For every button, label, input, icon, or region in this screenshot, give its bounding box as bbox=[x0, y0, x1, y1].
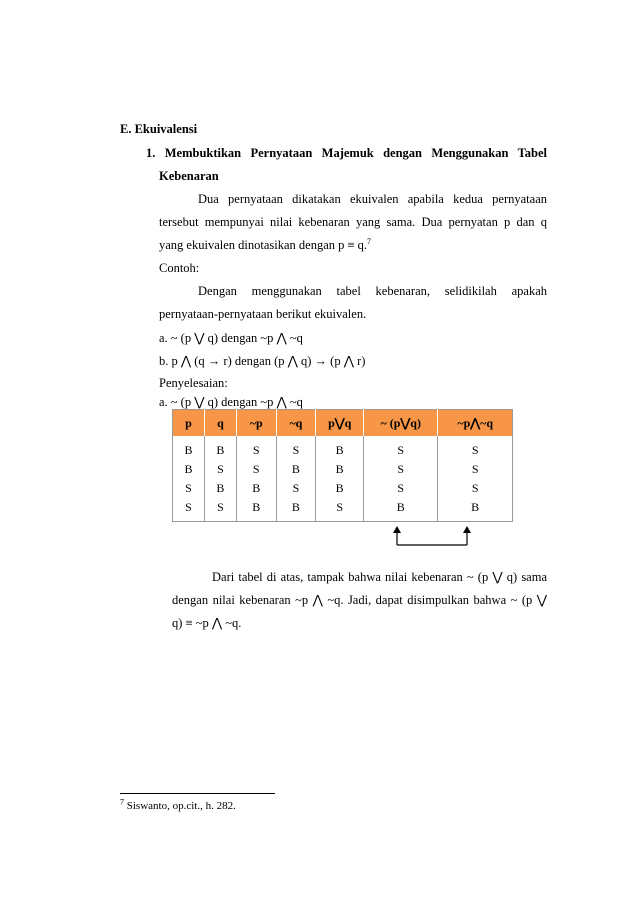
table-cell: S bbox=[471, 462, 479, 476]
table-cell: S bbox=[236, 460, 276, 479]
table-row bbox=[173, 460, 513, 479]
table-row bbox=[173, 436, 513, 460]
table-cell: S bbox=[471, 443, 479, 457]
header-not-q: ~q bbox=[276, 410, 316, 437]
table-cell: S bbox=[364, 436, 438, 460]
table-cell: S bbox=[364, 479, 438, 498]
para1-line-3 bbox=[159, 238, 371, 253]
header-p-or-q: p⋁q bbox=[316, 410, 364, 437]
table-cell: B bbox=[276, 460, 316, 479]
footnote-divider bbox=[120, 793, 275, 794]
table-cell: S bbox=[364, 460, 438, 479]
footnote-number: 7 bbox=[120, 797, 124, 807]
table-cell: S bbox=[204, 498, 236, 522]
table-cell: B bbox=[316, 479, 364, 498]
header-q: q bbox=[204, 410, 236, 437]
truth-table bbox=[172, 409, 513, 522]
subheading-line-1: 1. Membuktikan Pernyataan Majemuk dengan Menggunakan Tabel bbox=[146, 146, 547, 160]
table-cell: S bbox=[276, 436, 316, 460]
table-cell: S bbox=[173, 479, 205, 498]
table-cell: B bbox=[316, 436, 364, 460]
table-cell: B bbox=[276, 498, 316, 522]
table-cell: B bbox=[204, 436, 236, 460]
table-cell: B bbox=[236, 479, 276, 498]
table-row bbox=[173, 479, 513, 498]
header-not-p-or-q: ~ (p⋁q) bbox=[364, 410, 438, 437]
table-cell: S bbox=[236, 436, 276, 460]
para1-line-2: tersebut mempunyai nilai kebenaran yang sama. Dua pernyatan p dan q bbox=[159, 215, 547, 229]
para3-line-3: q) ≡ ~p ⋀ ~q. bbox=[172, 616, 242, 630]
para3-line-2: dengan nilai kebenaran ~p ⋀ ~q. Jadi, dapat disimpulkan bahwa ~ (p ⋁ bbox=[172, 593, 547, 607]
table-cell: S bbox=[471, 481, 479, 495]
header-not-p-and-not-q: ~p⋀~q bbox=[438, 410, 513, 437]
table-cell: B bbox=[173, 460, 205, 479]
table-cell: S bbox=[316, 498, 364, 522]
item-b: b. p ⋀ (q → r) dengan (p ⋀ q) → (p ⋀ r) bbox=[159, 354, 366, 368]
comparison-arrow bbox=[380, 525, 480, 551]
table-cell: S bbox=[276, 479, 316, 498]
table-cell: S bbox=[173, 498, 205, 522]
arrow-right-head bbox=[463, 526, 471, 533]
para1-line-3-text: yang ekuivalen dinotasikan dengan p ≡ q. bbox=[159, 238, 368, 252]
contoh-label: Contoh: bbox=[159, 261, 200, 275]
table-cell: B bbox=[364, 498, 438, 522]
table-cell: B bbox=[173, 436, 205, 460]
table-cell: B bbox=[471, 500, 480, 514]
truth-table-header-row bbox=[173, 410, 513, 437]
table-cell: B bbox=[204, 479, 236, 498]
subheading-line-2: Kebenaran bbox=[159, 169, 219, 183]
header-p: p bbox=[173, 410, 205, 437]
item-a: a. ~ (p ⋁ q) dengan ~p ⋀ ~q bbox=[159, 331, 303, 345]
para3-line-1: Dari tabel di atas, tampak bahwa nilai kebenaran ~ (p ⋁ q) sama bbox=[212, 570, 547, 584]
item-a-repeat: a. ~ (p ⋁ q) dengan ~p ⋀ ~q bbox=[159, 395, 303, 409]
para2-line-1: Dengan menggunakan tabel kebenaran, selidikilah apakah bbox=[198, 284, 547, 298]
penyelesaian-label: Penyelesaian: bbox=[159, 376, 228, 390]
footnote-ref: 7 bbox=[367, 236, 372, 246]
table-row bbox=[173, 498, 513, 522]
table-cell: B bbox=[316, 460, 364, 479]
para1-line-1: Dua pernyataan dikatakan ekuivalen apabila kedua pernyataan bbox=[198, 192, 547, 206]
footnote-text: Siswanto, op.cit., h. 282. bbox=[126, 800, 236, 812]
header-not-p: ~p bbox=[236, 410, 276, 437]
footnote bbox=[120, 797, 236, 812]
table-cell: B bbox=[236, 498, 276, 522]
arrow-left-head bbox=[393, 526, 401, 533]
section-heading: E. Ekuivalensi bbox=[120, 122, 198, 136]
para2-line-2: pernyataan-pernyataan berikut ekuivalen. bbox=[159, 307, 367, 321]
table-cell: S bbox=[204, 460, 236, 479]
